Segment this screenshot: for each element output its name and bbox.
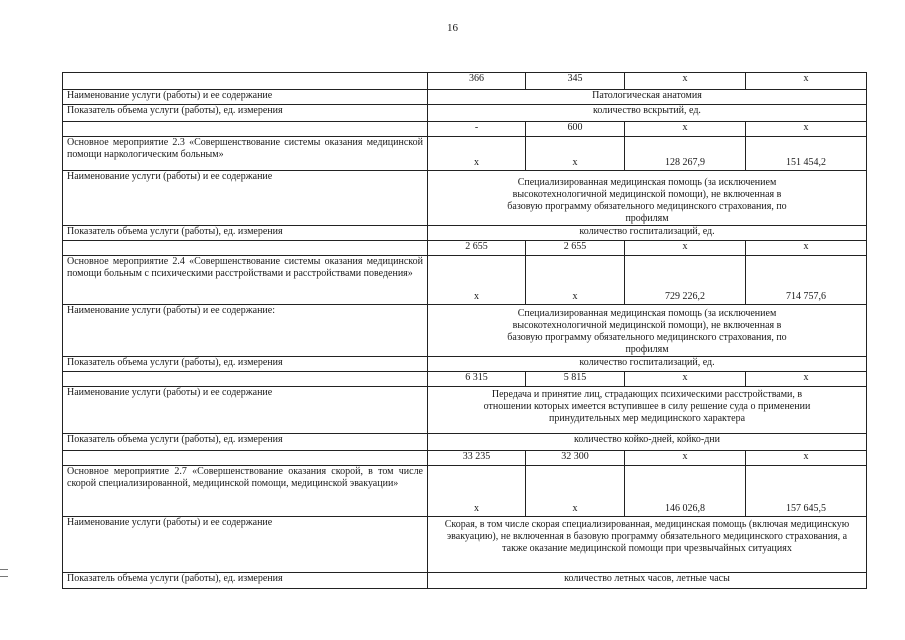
value-cell: 600 <box>526 122 625 137</box>
table-row <box>63 517 867 573</box>
row-label: Наименование услуги (работы) и ее содержание: <box>63 305 428 357</box>
value-cell: - <box>428 122 526 137</box>
value-cell: х <box>746 241 867 256</box>
row-label: Наименование услуги (работы) и ее содержание <box>63 387 428 434</box>
table-row <box>63 387 867 434</box>
table-row <box>63 122 867 137</box>
value-cell: х <box>428 466 526 517</box>
table-row <box>63 105 867 122</box>
row-label <box>63 241 428 256</box>
services-table <box>62 72 867 589</box>
table-row <box>63 226 867 241</box>
row-label: Наименование услуги (работы) и ее содержание <box>63 90 428 105</box>
table-row <box>63 466 867 517</box>
value-cell: х <box>625 122 746 137</box>
value-cell: х <box>526 466 625 517</box>
value-cell: х <box>746 73 867 90</box>
value-cell: 33 235 <box>428 451 526 466</box>
value-cell: х <box>625 372 746 387</box>
volume-indicator: количество госпитализаций, ед. <box>428 357 867 372</box>
activity-label: Основное мероприятие 2.4 «Совершенствование системы оказания медицинской помощи больным с психическими расстройствами и расстройствами поведения» <box>63 256 428 305</box>
table-row <box>63 256 867 305</box>
table-row <box>63 573 867 589</box>
activity-label: Основное мероприятие 2.7 «Совершенствование оказания скорой, в том числе скорой специализированной, медицинской помощи, медицинской эвакуации» <box>63 466 428 517</box>
value-cell: 157 645,5 <box>746 466 867 517</box>
row-label: Показатель объема услуги (работы), ед. измерения <box>63 105 428 122</box>
value-cell: 2 655 <box>428 241 526 256</box>
value-cell: х <box>428 137 526 171</box>
table-row <box>63 137 867 171</box>
value-cell: 345 <box>526 73 625 90</box>
value-cell: 2 655 <box>526 241 625 256</box>
volume-indicator: количество койко-дней, койко-дни <box>428 434 867 451</box>
value-cell: х <box>746 451 867 466</box>
value-cell: х <box>625 73 746 90</box>
service-name: Патологическая анатомия <box>428 90 867 105</box>
volume-indicator: количество вскрытий, ед. <box>428 105 867 122</box>
service-name: Специализированная медицинская помощь (за исключением высокотехнологичной медицинской помощи), не включенная в базовую программу обязательного медицинского страхования, по профилям <box>428 171 867 226</box>
row-label <box>63 451 428 466</box>
volume-indicator: количество госпитализаций, ед. <box>428 226 867 241</box>
service-name: Скорая, в том числе скорая специализированная, медицинская помощь (включая медицинскую эвакуацию), не включенная в базовую программу обязательного медицинского страхования, а также оказание медицинской помощи при чрезвычайных ситуациях <box>428 517 867 573</box>
value-cell: х <box>625 451 746 466</box>
row-label: Показатель объема услуги (работы), ед. измерения <box>63 357 428 372</box>
row-label: Показатель объема услуги (работы), ед. измерения <box>63 226 428 241</box>
value-cell: 128 267,9 <box>625 137 746 171</box>
value-cell: 32 300 <box>526 451 625 466</box>
value-cell: 714 757,6 <box>746 256 867 305</box>
table-row <box>63 90 867 105</box>
value-cell: х <box>746 122 867 137</box>
value-cell: 366 <box>428 73 526 90</box>
table-row <box>63 241 867 256</box>
value-cell: х <box>625 241 746 256</box>
value-cell: 6 315 <box>428 372 526 387</box>
margin-mark <box>0 569 8 577</box>
service-name: Передача и принятие лиц, страдающих психическими расстройствами, в отношении которых имеется вступившее в силу решение суда о применении принудительных мер медицинского характера <box>428 387 867 434</box>
value-cell: 729 226,2 <box>625 256 746 305</box>
row-label: Наименование услуги (работы) и ее содержание <box>63 517 428 573</box>
row-label: Наименование услуги (работы) и ее содержание <box>63 171 428 226</box>
table-row <box>63 434 867 451</box>
table-row <box>63 73 867 90</box>
value-cell: 5 815 <box>526 372 625 387</box>
value-cell: х <box>526 256 625 305</box>
row-label: Показатель объема услуги (работы), ед. измерения <box>63 573 428 589</box>
table-row <box>63 372 867 387</box>
volume-indicator: количество летных часов, летные часы <box>428 573 867 589</box>
page-number: 16 <box>447 22 458 34</box>
row-label <box>63 372 428 387</box>
service-name: Специализированная медицинская помощь (за исключением высокотехнологичной медицинской помощи), не включенная в базовую программу обязательного медицинского страхования, по профилям <box>428 305 867 357</box>
value-cell: 151 454,2 <box>746 137 867 171</box>
value-cell: 146 026,8 <box>625 466 746 517</box>
table-row <box>63 357 867 372</box>
value-cell: х <box>746 372 867 387</box>
row-label <box>63 122 428 137</box>
value-cell: х <box>428 256 526 305</box>
value-cell: х <box>526 137 625 171</box>
activity-label: Основное мероприятие 2.3 «Совершенствование системы оказания медицинской помощи наркологическим больным» <box>63 137 428 171</box>
row-label: Показатель объема услуги (работы), ед. измерения <box>63 434 428 451</box>
table-row <box>63 451 867 466</box>
row-label <box>63 73 428 90</box>
table-row <box>63 171 867 226</box>
table-row <box>63 305 867 357</box>
